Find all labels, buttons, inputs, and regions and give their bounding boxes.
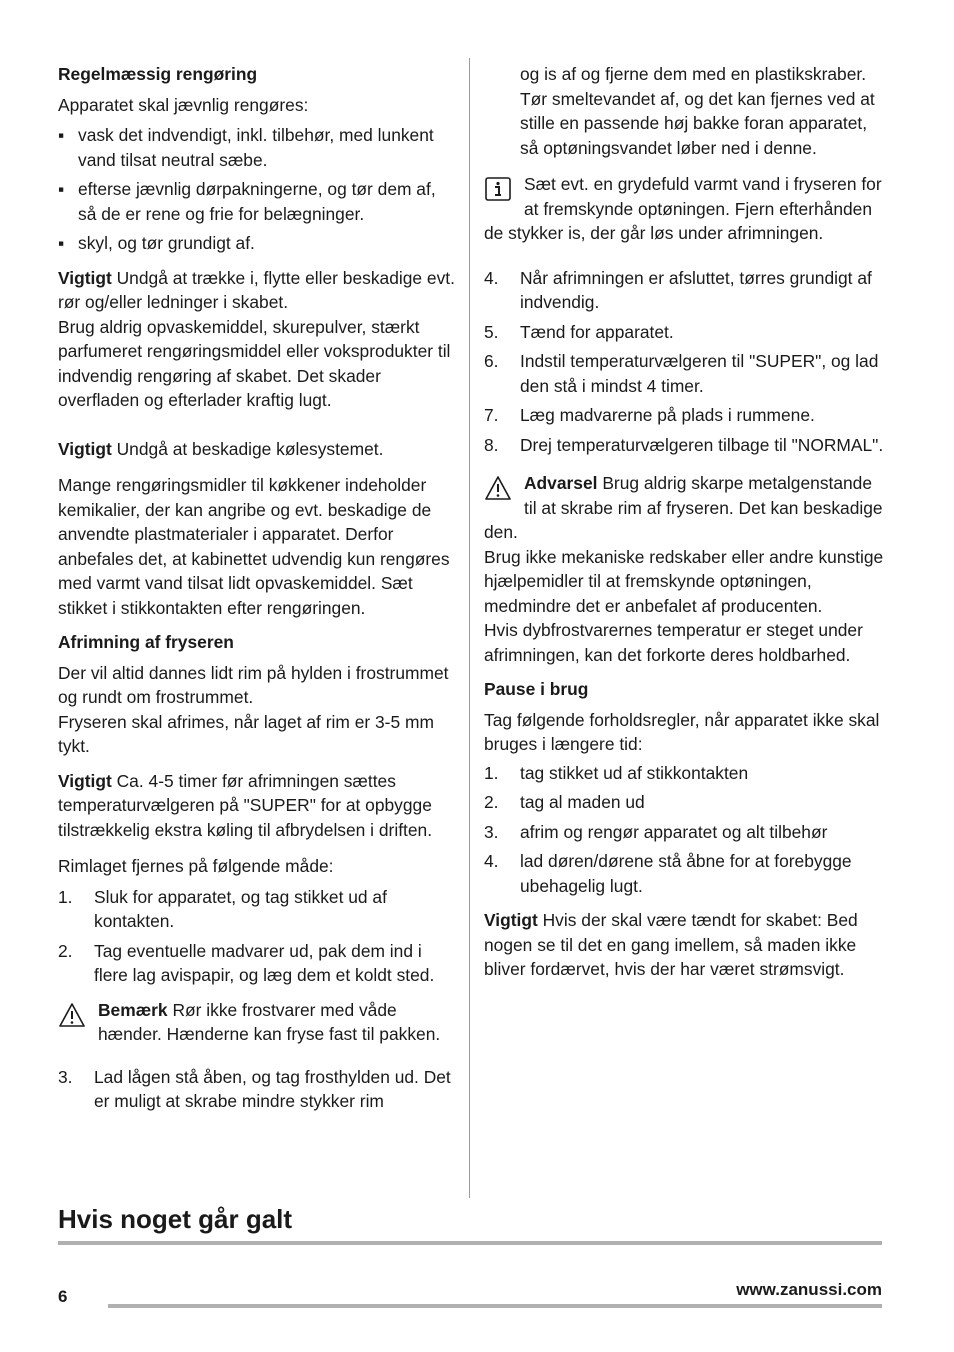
list-item: 2. Tag eventuelle madvarer ud, pak dem ind i flere lag avispapir, og læg dem et koldt sted. (58, 940, 435, 985)
pause-intro: Tag følgende forholdsregler, når apparatet ikke skal bruges i længere tid: (484, 709, 880, 754)
cleaning-bullets (58, 123, 458, 256)
info-icon (484, 174, 512, 204)
page-number: 6 (58, 1287, 68, 1306)
important-note-1: Vigtigt Undgå at trække i, flytte eller beskadige evt. rør og/eller ledninger i skabet. (58, 267, 455, 312)
heading-pause: Pause i brug (484, 679, 589, 699)
list-item: 2. tag al maden ud (484, 792, 645, 812)
important-note-4: Vigtigt Hvis der skal være tændt for skabet: Bed nogen se til det en gang imellem, så maden ikke bliver fordærvet, hvis der har været strømsvigt. (484, 910, 858, 979)
section-title: Hvis noget går galt (58, 1204, 293, 1234)
bullet-mark: ▪ (58, 125, 65, 145)
section-rule (58, 1241, 882, 1245)
list-item: ▪ vask det indvendigt, inkl. tilbehør, med lunkent vand tilsat neutral sæbe. (58, 125, 434, 170)
defrost-steps-cont (58, 1065, 458, 1114)
defrost-steps-final (484, 266, 884, 458)
list-item: 3. afrim og rengør apparatet og alt tilbehør (484, 821, 828, 842)
bullet-mark: ▪ (58, 233, 65, 253)
important-note-1-cont: Brug aldrig opvaskemiddel, skurepulver, stærkt parfumeret rengøringsmiddel eller voksprodukter til indvendig rengøring af skabet. Det skader overfladen og efterlader kraftig lugt. (58, 316, 451, 410)
column-divider (469, 58, 470, 1198)
bullet-mark: ▪ (58, 179, 65, 199)
footer-rule (108, 1304, 882, 1308)
warning-triangle-icon (58, 1000, 86, 1030)
right-column (484, 62, 884, 982)
caution-note: Bemærk Rør ikke frostvarer med våde hænder. Hænderne kan fryse fast til pakken. (58, 998, 458, 1047)
info-note: Sæt evt. en grydefuld varmt vand i fryseren for at fremskynde optøningen. Fjern efterhånden de stykker is, der går løs under afrimningen. (484, 174, 882, 243)
list-item: ▪ efterse jævnlig dørpakningerne, og tør dem af, så de er rene og frie for belægninger. (58, 179, 436, 224)
list-item: 5. Tænd for apparatet. (484, 321, 674, 342)
chemicals-paragraph: Mange rengøringsmidler til køkkener indeholder kemikalier, der kan angribe og evt. beskadige de anvendte plastmaterialer i apparatet. Derfor anbefales det, at kabinettet udvendig kun rengøres med varmt vand tilsat lidt opvaskemiddel. Sæt stikket i stikkontakten efter rengøringen. (58, 475, 450, 618)
warning-text-2: Brug ikke mekaniske redskaber eller andre kunstige hjælpemidler til at fremskynde optøningen, medmindre det er anbefalet af producenten. (484, 546, 884, 616)
list-item: 1. Sluk for apparatet, og tag stikket ud af kontakten. (58, 886, 387, 931)
pause-steps (484, 761, 884, 899)
list-item: 7. Læg madvarerne på plads i rummene. (484, 405, 815, 425)
defrost-paragraph-2: Fryseren skal afrimes, når laget af rim er 3-5 mm tykt. (58, 711, 434, 756)
list-item: 6. Indstil temperaturvælgeren til "SUPER", og lad den stå i mindst 4 timer. (484, 351, 879, 396)
important-note-3: Vigtigt Ca. 4-5 timer før afrimningen sættes temperaturvælgeren på "SUPER" for at opbygge tilstrækkelig ekstra køling til afbrydelsen i driften. (58, 770, 433, 840)
list-item: 8. Drej temperaturvælgeren tilbage til "NORMAL". (484, 434, 884, 455)
list-item: ▪ skyl, og tør grundigt af. (58, 231, 458, 256)
step3-continued: og is af og fjerne dem med en plastikskraber. Tør smeltevandet af, og det kan fjernes ved at stille en passende høj bakke foran apparatet, så optøningsvandet løber ned i denne. (520, 64, 875, 158)
defrost-paragraph-1: Der vil altid dannes lidt rim på hylden i frostrummet og rundt om frostrummet. (58, 662, 449, 707)
cleaning-intro: Apparatet skal jævnlig rengøres: (58, 94, 309, 115)
website-link[interactable]: www.zanussi.com (736, 1280, 882, 1299)
defrost-steps (58, 885, 458, 988)
steps-intro: Rimlaget fjernes på følgende måde: (58, 856, 334, 876)
list-item: 1. tag stikket ud af stikkontakten (484, 762, 749, 783)
heading-regular-cleaning: Regelmæssig rengøring (58, 64, 258, 84)
list-item: 4. Når afrimningen er afsluttet, tørres grundigt af indvendig. (484, 267, 872, 312)
warning-triangle-icon (484, 473, 512, 503)
important-note-2: Vigtigt Undgå at beskadige kølesystemet. (58, 438, 384, 459)
list-item: 3. Lad lågen stå åben, og tag frosthylden ud. Det er muligt at skrabe mindre stykker rim (58, 1066, 451, 1111)
warning-text-3: Hvis dybfrostvarernes temperatur er steget under afrimningen, kan det forkorte deres holdbarhed. (484, 620, 863, 665)
heading-defrosting: Afrimning af fryseren (58, 632, 234, 652)
warning-note: Advarsel Brug aldrig skarpe metalgenstande til at skrabe rim af fryseren. Det kan beskadige den. (484, 473, 883, 542)
left-column (58, 62, 458, 1119)
list-item: 4. lad døren/dørene stå åbne for at forebygge ubehagelig lugt. (484, 851, 852, 896)
